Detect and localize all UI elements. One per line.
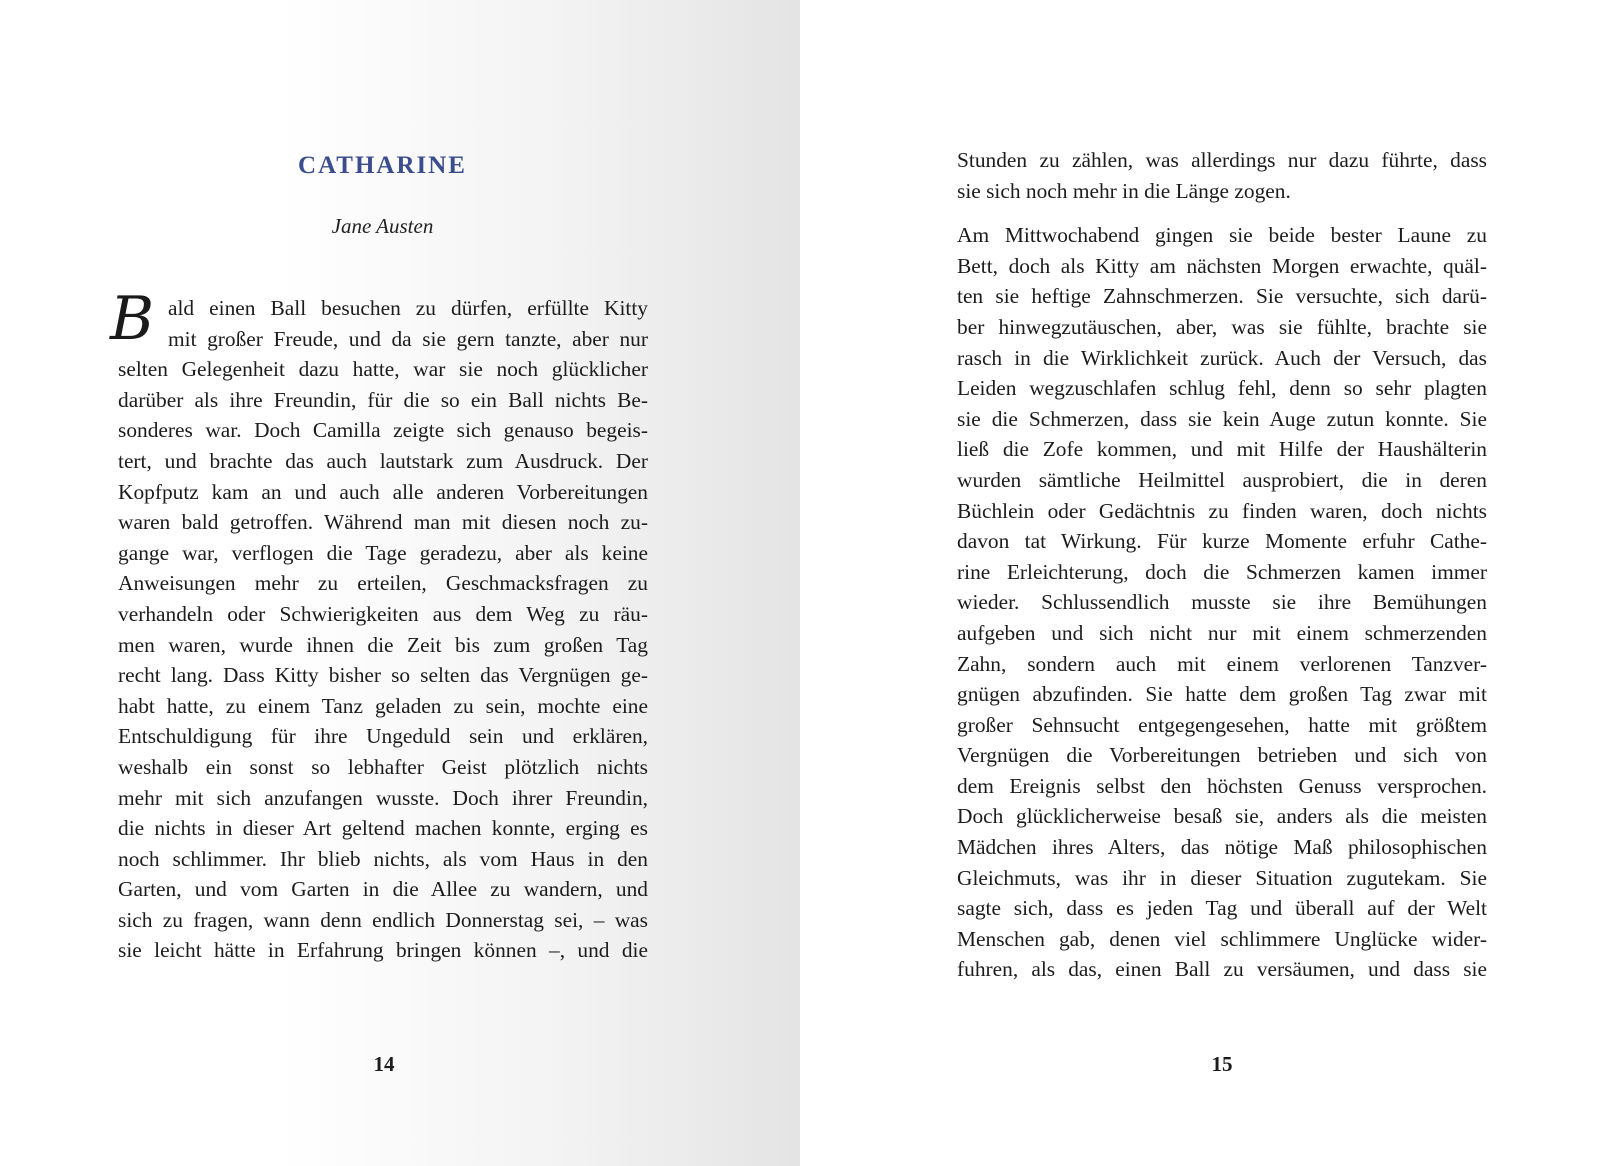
text-line: gange war, verflogen die Tage geradezu, aber als keine (118, 540, 648, 565)
text-line: recht lang. Dass Kitty bisher so selten das Vergnügen ge- (118, 663, 648, 688)
text-line: gnügen abzufinden. Sie hatte dem großen Tag zwar mit (957, 682, 1487, 707)
right-body-text (957, 145, 1487, 985)
text-line: großer Sehnsucht entgegengesehen, hatte mit größtem (957, 712, 1487, 737)
text-line: aufgeben und sich nicht nur mit einem schmerzenden (957, 620, 1487, 645)
page-number-right: 15 (1211, 1052, 1233, 1076)
text-line: tert, und brachte das auch lautstark zum Ausdruck. Der (118, 448, 648, 473)
text-line: rasch in die Wirklichkeit zurück. Auch der Versuch, das (957, 345, 1487, 370)
text-line: darüber als ihre Freundin, für die so ein Ball nichts Be- (118, 387, 648, 412)
left-body-text (110, 284, 648, 966)
text-line: Mädchen ihres Alters, das nötige Maß philosophischen (957, 835, 1487, 860)
text-line: mehr mit sich anzufangen wusste. Doch ihrer Freundin, (118, 785, 648, 810)
text-line: Doch glücklicherweise besaß sie, anders als die meisten (957, 804, 1487, 829)
drop-cap: B (110, 284, 155, 354)
text-line: ald einen Ball besuchen zu dürfen, erfüllte Kitty (168, 296, 648, 320)
text-line: sich zu fragen, wann denn endlich Donnerstag sei, – was (118, 907, 648, 932)
text-line: sonderes war. Doch Camilla zeigte sich genauso begeis- (118, 418, 648, 443)
text-line: Anweisungen mehr zu erteilen, Geschmacksfragen zu (118, 571, 648, 596)
text-line: rine Erleichterung, doch die Schmerzen kamen immer (957, 559, 1487, 584)
text-line: Gleichmuts, was ihr in dieser Situation zugutekam. Sie (957, 865, 1487, 890)
text-line: fuhren, als das, einen Ball zu versäumen, und dass sie (957, 957, 1487, 982)
paragraph-gap (957, 206, 1487, 220)
text-line: ber hinwegzutäuschen, aber, was sie fühlte, brachte sie (957, 314, 1487, 339)
chapter-title: CATHARINE (298, 152, 467, 179)
text-line: Vergnügen die Vorbereitungen betrieben und sich von (957, 743, 1487, 768)
author-name: Jane Austen (331, 214, 434, 238)
text-line: Zahn, sondern auch mit einem verlorenen Tanzver- (957, 651, 1487, 676)
text-line: die nichts in dieser Art geltend machen konnte, erging es (118, 816, 648, 841)
text-line: waren bald getroffen. Während man mit diesen noch zu- (118, 510, 648, 535)
text-line: ließ die Zofe kommen, und mit Hilfe der Haushälterin (957, 437, 1487, 462)
text-line: Bett, doch als Kitty am nächsten Morgen erwachte, quäl- (957, 253, 1487, 278)
text-line: Büchlein oder Gedächtnis zu finden waren, doch nichts (957, 498, 1487, 523)
text-line: sagte sich, dass es jeden Tag und überall auf der Welt (957, 896, 1487, 921)
text-line: noch schlimmer. Ihr blieb nichts, als vom Haus in den (118, 846, 648, 871)
text-line: sie leicht hätte in Erfahrung bringen können –, und die (118, 938, 648, 963)
text-line: wurden sämtliche Heilmittel ausprobiert, die in deren (957, 467, 1487, 492)
text-line: mit großer Freude, und da sie gern tanzte, aber nur (168, 326, 648, 351)
text-line: selten Gelegenheit dazu hatte, war sie noch glücklicher (118, 357, 648, 382)
text-line: dem Ereignis selbst den höchsten Genuss versprochen. (957, 773, 1487, 798)
text-line: weshalb ein sonst so lebhafter Geist plötzlich nichts (118, 754, 648, 779)
text-line: sie sich noch mehr in die Länge zogen. (957, 178, 1291, 203)
text-line: Leiden wegzuschlafen schlug fehl, denn so sehr plagten (957, 376, 1487, 401)
text-line: Stunden zu zählen, was allerdings nur dazu führte, dass (957, 148, 1487, 172)
text-line: verhandeln oder Schwierigkeiten aus dem Weg zu räu- (118, 601, 648, 626)
text-line: men waren, wurde ihnen die Zeit bis zum großen Tag (118, 632, 648, 657)
text-line: davon tat Wirkung. Für kurze Momente erfuhr Cathe- (957, 529, 1487, 554)
text-line: Entschuldigung für ihre Ungeduld sein und erklären, (118, 724, 648, 749)
text-line: wieder. Schlussendlich musste sie ihre Bemühungen (957, 590, 1487, 615)
page-number-left: 14 (373, 1052, 395, 1076)
text-line: ten sie heftige Zahnschmerzen. Sie versuchte, sich darü- (957, 284, 1487, 309)
text-line: Am Mittwochabend gingen sie beide bester Laune zu (957, 223, 1487, 248)
text-line: Kopfputz kam an und auch alle anderen Vorbereitungen (118, 479, 648, 504)
text-line: sie die Schmerzen, dass sie kein Auge zutun konnte. Sie (957, 406, 1487, 431)
text-line: Menschen gab, denen viel schlimmere Unglücke wider- (957, 926, 1487, 951)
text-line: habt hatte, zu einem Tanz geladen zu sein, mochte eine (118, 693, 648, 718)
text-line: Garten, und vom Garten in die Allee zu wandern, und (118, 877, 648, 902)
